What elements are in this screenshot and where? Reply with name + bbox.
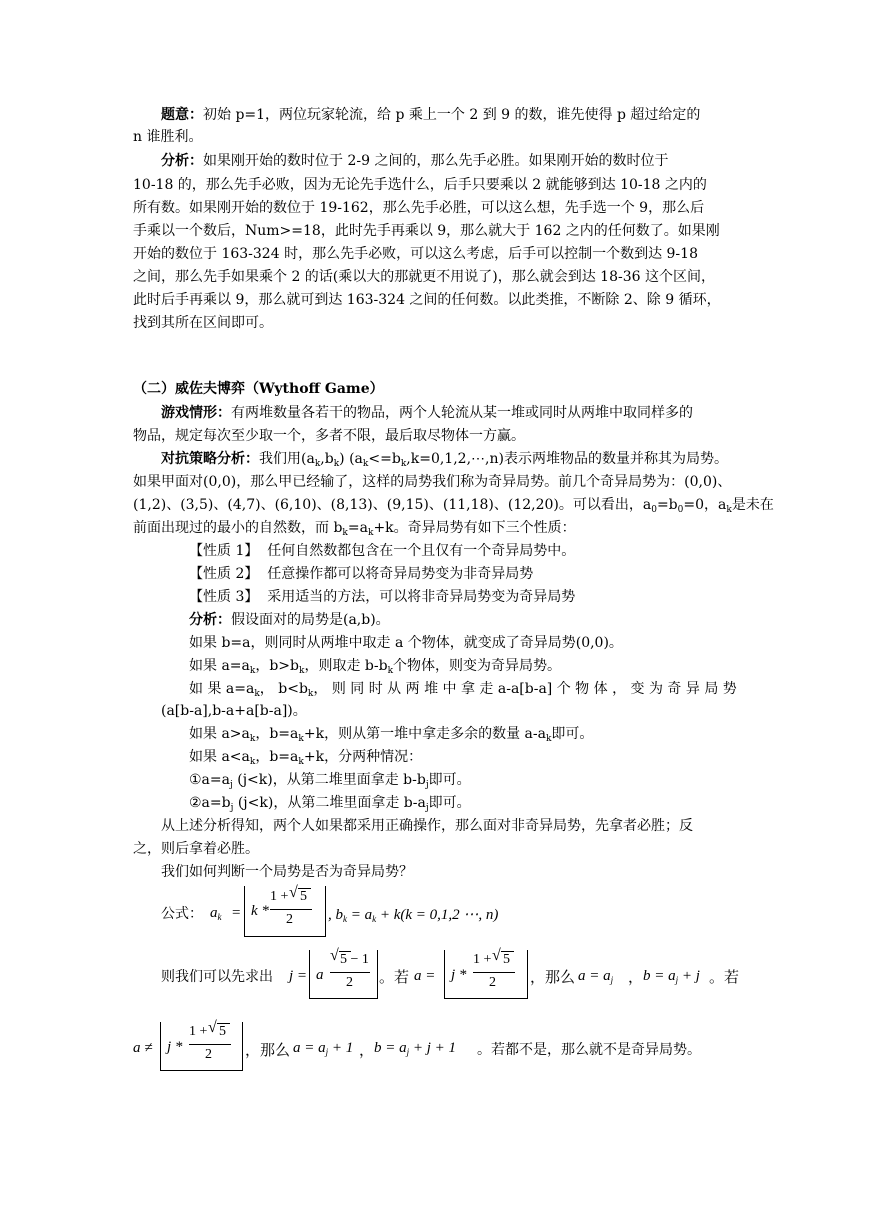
fraction-line: [189, 1044, 231, 1045]
strategy-text: +k。奇异局势有如下三个性质：: [373, 520, 576, 536]
subscript: k: [545, 734, 552, 744]
math-text: , b: [328, 907, 343, 923]
case-text: (j<k)，从第二堆里面拿走 b-b: [232, 772, 426, 788]
solve-sqrt5-minus1: 5 − 1: [340, 952, 369, 967]
case-text: 如果 a=a: [189, 658, 250, 674]
property-text: 采用适当的方法，可以将非奇异局势变为奇异局势: [267, 589, 576, 605]
math-var: a: [210, 905, 218, 921]
solve-a-eq: a =: [414, 968, 436, 984]
formula-two: 2: [286, 912, 293, 927]
solve-one-plus: 1 +: [473, 952, 492, 967]
subscript: k: [299, 666, 305, 676]
math-text: + j: [678, 968, 700, 984]
case-line-3: [189, 678, 738, 700]
strategy-line-2: 如果甲面对(0,0)，那么甲已经输了，这样的局势我们称为奇异局势。前几个奇异局势为：(0,0)、: [133, 474, 732, 490]
subscript: j: [425, 780, 429, 790]
math-text: a = a: [293, 1040, 326, 1056]
solve-l2-mid: ，那么: [245, 1043, 291, 1059]
section-heading: （二）威佐夫博弈（Wythoff Game）: [133, 381, 384, 397]
subscript: k: [367, 528, 374, 538]
sqrt-sign: √: [289, 884, 298, 901]
subscript: k: [343, 914, 347, 924]
case-text: ①a=a: [189, 772, 230, 788]
case-text: ，b=a: [255, 726, 299, 742]
formula-label: 公式：: [161, 906, 203, 922]
analysis-line-8: 找到其所在区间即可。: [133, 315, 273, 331]
property-2: [189, 563, 794, 585]
math-text: + 1: [328, 1040, 354, 1056]
fraction-line: [270, 909, 312, 910]
game-text-1: 有两堆数量各若干的物品，两个人轮流从某一堆或同时从两堆中取同样多的: [231, 405, 693, 421]
case-line-8: [189, 792, 794, 814]
property-tag: 【性质 1】: [189, 543, 259, 559]
subscript: k: [217, 912, 222, 922]
strategy-text: 前面出现过的最小的自然数，而 b: [133, 520, 343, 536]
topic-text-1: 初始 p=1，两位玩家轮流，给 p 乘上一个 2 到 9 的数，谁先使得 p 超过给定的: [203, 107, 701, 123]
fraction-line: [473, 972, 515, 973]
property-tag: 【性质 2】: [189, 566, 259, 582]
subscript: j: [406, 1047, 410, 1057]
case-text: 即可。: [551, 726, 594, 742]
analysis-line-2: 10-18 的，那么先手必败，因为无论先手选什么，后手只要乘以 2 就能够到达 10-18 之内的: [133, 177, 707, 193]
topic-line-1: [161, 104, 766, 126]
case-label: 分析：: [189, 612, 231, 628]
strategy-text: ,b: [320, 451, 334, 467]
solve-one-plus-2: 1 +: [189, 1024, 208, 1039]
subscript: j: [229, 780, 233, 790]
math-text: = a: [347, 907, 373, 923]
case-line-5: [189, 723, 794, 745]
case-text: 如果 a<a: [189, 749, 250, 765]
case-text: ，则取走 b-b: [304, 658, 388, 674]
property-text: 任意操作都可以将奇异局势变为非奇异局势: [267, 566, 534, 582]
case-text: ，b=a: [255, 749, 299, 765]
case-line-7: [189, 769, 794, 791]
subscript: j: [425, 803, 429, 813]
math-text: + k(k = 0,1,2 ⋯, n): [376, 907, 499, 923]
subscript: k: [298, 734, 304, 744]
case-text: 如 果 a=a: [189, 681, 255, 697]
formula-ak: [210, 905, 222, 922]
solve-five: 5: [503, 952, 510, 967]
property-text: 任何自然数都包含在一个且仅有一个奇异局势中。: [267, 543, 576, 559]
formula-eq: =: [232, 905, 241, 921]
analysis-line-1: [161, 150, 766, 172]
solve-end: 。若: [709, 970, 740, 986]
math-text: + j + 1: [409, 1040, 457, 1056]
solve-r1: [578, 968, 613, 985]
topic-line-2: [133, 126, 738, 148]
game-label: 游戏情形：: [161, 405, 231, 421]
case-text: ，b>b: [255, 658, 299, 674]
math-text: a = a: [578, 968, 611, 984]
formula-rest: [328, 905, 498, 924]
sqrt-sign: √: [330, 947, 339, 964]
case-line-6: [189, 746, 794, 768]
case-text: 如果 a>a: [189, 726, 250, 742]
property-3: [189, 586, 794, 608]
subscript: k: [249, 757, 256, 767]
solve-two-b: 2: [489, 975, 496, 990]
subscript: k: [372, 914, 377, 924]
solve-a-neq: a ≠: [133, 1040, 153, 1056]
analysis-line-6: 之间，那么先手如果乘个 2 的话(乘以大的那就更不用说了)，那么就会到达 18-36 这个区间，: [133, 269, 715, 285]
subscript: k: [362, 459, 369, 469]
analysis-line-3: 所有数。如果刚开始的数位于 19-162，那么先手必胜，可以这么想，先手选一个 9，那么后: [133, 200, 705, 216]
subscript: j: [325, 1047, 329, 1057]
subscript: k: [314, 459, 321, 469]
solve-sep-2: ，: [359, 1043, 375, 1059]
strategy-line-3: [133, 494, 774, 516]
subscript: j: [230, 803, 234, 813]
case-text: +k，则从第一堆中拿走多余的数量 a-a: [303, 726, 546, 742]
subscript: k: [249, 734, 256, 744]
case-line-2: [189, 655, 794, 677]
solve-a: a: [316, 967, 324, 983]
math-text: b = a: [643, 968, 676, 984]
solve-mid1: 。若: [379, 970, 410, 986]
conclusion-line-2: 之，则后拿着必胜。: [133, 841, 259, 857]
strategy-line-1: [161, 448, 766, 470]
topic-label: 题意：: [161, 107, 203, 123]
sqrt-sign: √: [492, 947, 501, 964]
formula-five: 5: [300, 889, 307, 904]
case-text: 假设面对的局势是(a,b)。: [231, 612, 390, 628]
subscript: k: [254, 689, 260, 699]
solve-j-star-2: j *: [167, 1039, 183, 1055]
subscript: j: [675, 975, 679, 985]
strategy-text: ,k=0,1,2,⋯,n)表示两堆物品的数量并称其为局势。: [406, 451, 728, 467]
case-text: 即可。: [428, 772, 471, 788]
solve-sep: ，: [628, 970, 644, 986]
strategy-text: ) (a: [339, 451, 363, 467]
solve-two-2: 2: [205, 1047, 212, 1062]
subscript: k: [333, 459, 340, 469]
subscript: k: [342, 528, 348, 538]
subscript: k: [387, 666, 394, 676]
analysis-line-7: 此时后手再乘以 9，那么就可到达 163-324 之间的任何数。以此类推，不断除 2、除 9 循环，: [133, 292, 721, 308]
case-text: ②a=b: [189, 795, 231, 811]
subscript: k: [249, 666, 256, 676]
solve-l2-end: 。若都不是，那么就不是奇异局势。: [477, 1043, 701, 1058]
analysis-line-5: 开始的数位于 163-324 时，那么先手必败，可以这么考虑，后手可以控制一个数到达 9-18: [133, 246, 698, 262]
strategy-text: =b: [656, 497, 678, 513]
case-text: 即可。: [428, 795, 471, 811]
case-text: ， b<b: [259, 681, 308, 697]
solve-l2-r1: [293, 1040, 353, 1057]
case-text: ， 则 同 时 从 两 堆 中 拿 走 a-a[b-a] 个 物 体 ， 变 为 奇 异 局 势: [313, 681, 737, 697]
solve-r2: [643, 968, 700, 985]
strategy-text: 是未在: [731, 497, 774, 513]
formula-one-plus: 1 +: [270, 889, 289, 904]
topic-text-2: n 谁胜利。: [133, 129, 203, 145]
analysis-label: 分析：: [161, 153, 203, 169]
strategy-text: (1,2)、(3,5)、(4,7)、(6,10)、(8,13)、(9,15)、(11,18)、(12,20)。可以看出，a: [133, 497, 652, 513]
subscript: k: [307, 689, 314, 699]
solve-j-eq: j =: [289, 968, 308, 984]
analysis-line-4: 手乘以一个数后，Num>=18，此时先手再乘以 9，那么就大于 162 之内的任何数了。如果刚: [133, 223, 720, 239]
subscript: j: [610, 975, 614, 985]
game-line-1: [161, 402, 766, 424]
case-text: (j<k)，从第二堆里面拿走 b-a: [233, 795, 426, 811]
formula-k-star: k *: [251, 903, 269, 919]
math-text: b = a: [374, 1040, 407, 1056]
strategy-line-4: [133, 517, 738, 539]
analysis-text-1: 如果刚开始的数时位于 2-9 之间的，那么先手必胜。如果刚开始的数时位于: [203, 153, 669, 169]
solve-two: 2: [346, 975, 353, 990]
subscript: k: [298, 757, 304, 767]
subscript: 0: [651, 505, 657, 515]
subscript: 0: [677, 505, 684, 515]
case-line-0: [189, 609, 794, 631]
strategy-text: 我们用(a: [259, 451, 315, 467]
solve-pre: 则我们可以先求出: [161, 969, 273, 985]
strategy-label: 对抗策略分析：: [161, 451, 259, 467]
case-line-1: 如果 b=a，则同时从两堆中取走 a 个物体，就变成了奇异局势(0,0)。: [189, 635, 623, 651]
solve-mid2: ，那么: [530, 970, 576, 986]
solve-five-2: 5: [219, 1024, 226, 1039]
strategy-text: =0，a: [683, 497, 727, 513]
fraction-line: [330, 972, 370, 973]
property-tag: 【性质 3】: [189, 589, 259, 605]
case-text: +k，分两种情况：: [303, 749, 423, 765]
conclusion-line-1: 从上述分析得知，两个人如果都采用正确操作，那么面对非奇异局势，先拿者必胜；反: [161, 818, 693, 834]
solve-j-star: j *: [451, 967, 467, 983]
property-1: [189, 540, 794, 562]
solve-l2-r2: [374, 1040, 456, 1057]
subscript: k: [400, 459, 407, 469]
case-text: 个物体，则变为奇异局势。: [393, 658, 562, 674]
case-line-4: (a[b-a],b-a+a[b-a])。: [161, 703, 307, 719]
conclusion-line-3: 我们如何判断一个局势是否为奇异局势？: [161, 864, 413, 880]
strategy-text: <=b: [368, 451, 401, 467]
strategy-text: =a: [347, 520, 368, 536]
subscript: k: [726, 505, 732, 515]
sqrt-sign: √: [208, 1019, 217, 1036]
game-line-2: 物品，规定每次至少取一个，多者不限，最后取尽物体一方赢。: [133, 428, 525, 444]
